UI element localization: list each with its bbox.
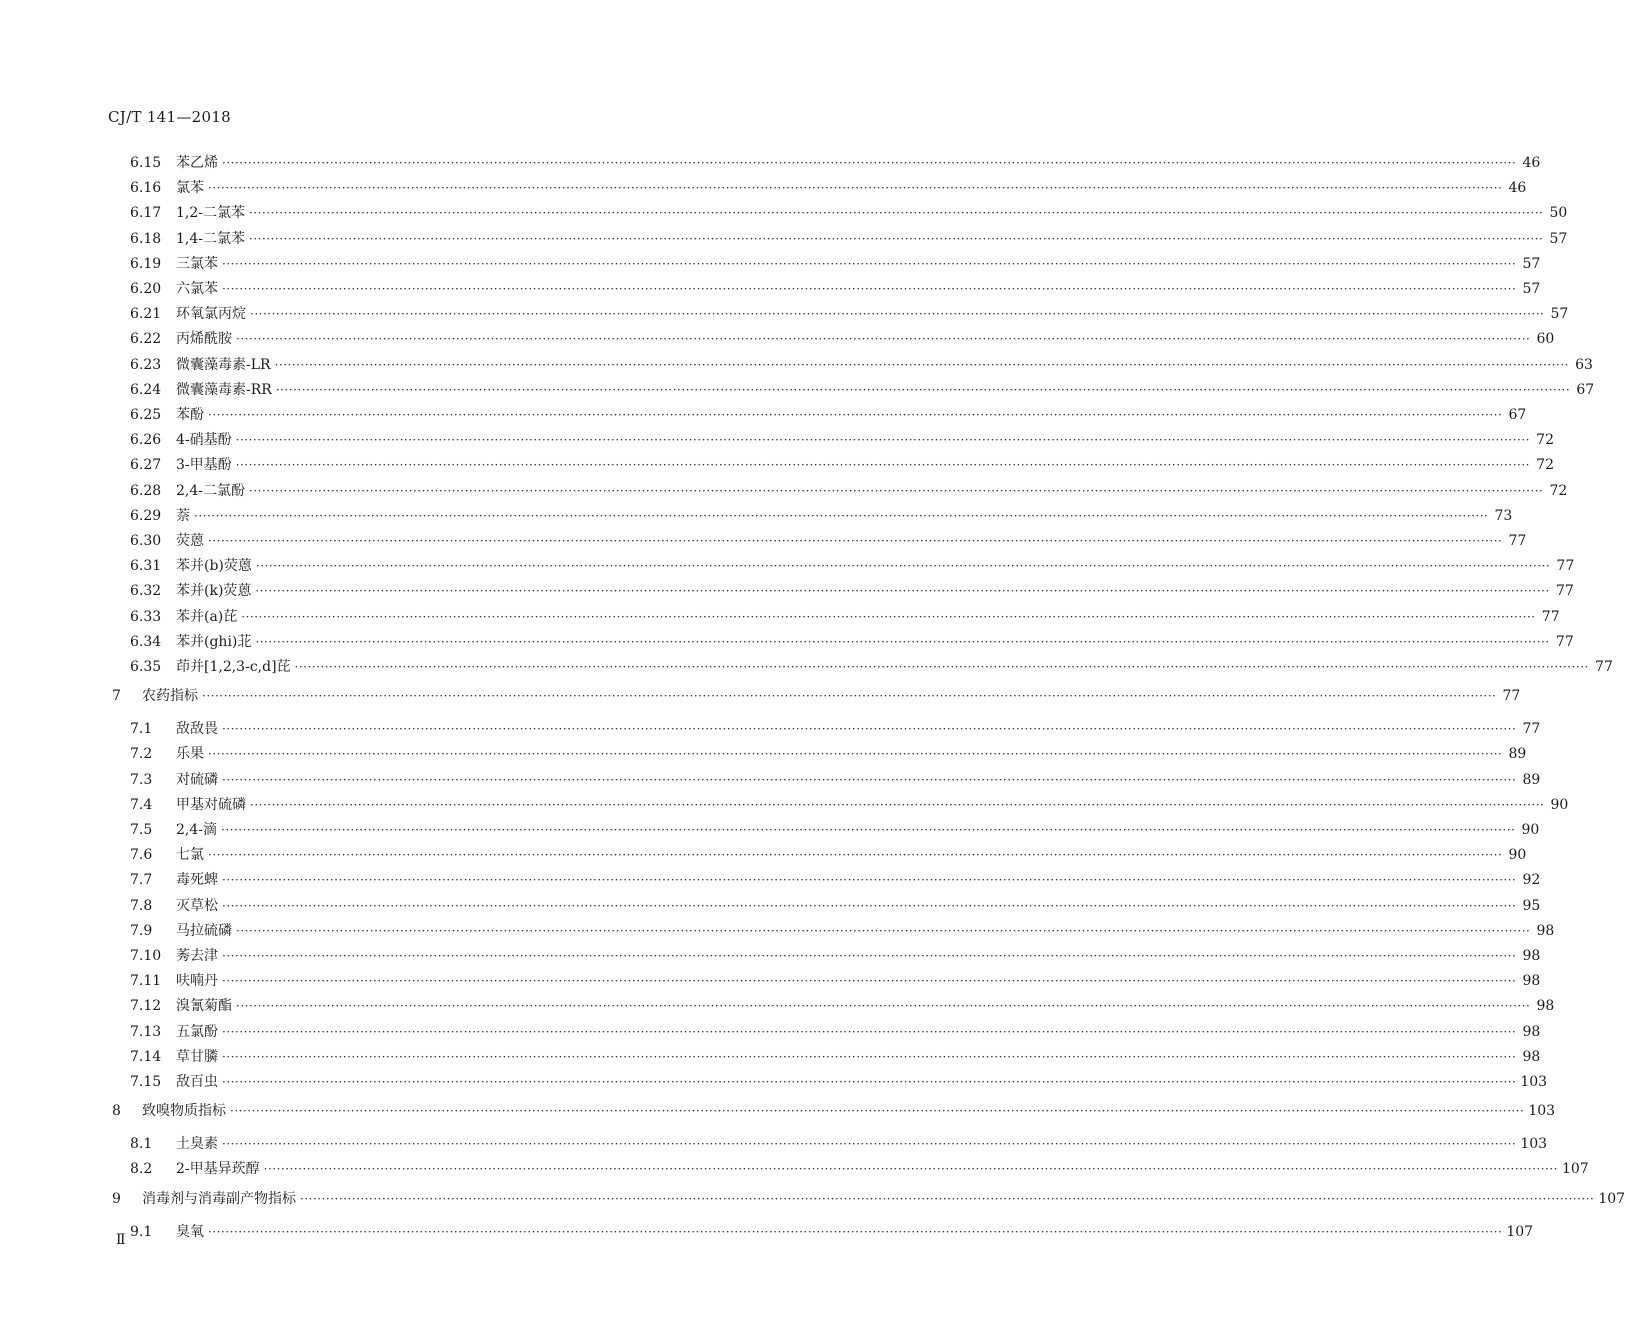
toc-entry-title: 2-甲基异莰醇 — [176, 1161, 260, 1178]
toc-entry[interactable] — [130, 530, 1527, 552]
dot-leader: ············································································································································································································································································································ — [274, 357, 1569, 372]
toc-entry[interactable] — [112, 1188, 1625, 1210]
toc-entry[interactable] — [130, 606, 1560, 628]
toc-entry[interactable] — [112, 685, 1521, 707]
toc-entry-title: 苯并(ghi)苝 — [176, 633, 252, 650]
toc-entry[interactable] — [130, 253, 1541, 275]
toc-entry-page: 72 — [1536, 457, 1554, 474]
toc-entry[interactable] — [130, 1021, 1541, 1043]
toc-entry-page: 98 — [1536, 998, 1555, 1015]
toc-entry[interactable] — [130, 1133, 1548, 1155]
toc-entry-number: 7.5 — [130, 822, 153, 838]
toc-entry-number: 7.2 — [130, 746, 153, 763]
dot-leader: ············································································································································································································································································································ — [222, 1049, 1517, 1064]
toc-entry[interactable] — [130, 920, 1555, 942]
dot-leader: ············································································································································································································································································································ — [208, 1224, 1503, 1239]
toc-entry-title: 微囊藻毒素-RR — [176, 381, 272, 398]
toc-entry-page: 63 — [1575, 356, 1593, 373]
toc-entry[interactable] — [130, 995, 1555, 1017]
toc-entry-page: 72 — [1549, 482, 1568, 499]
toc-entry-page: 89 — [1508, 746, 1527, 763]
toc-entry-page: 98 — [1536, 922, 1555, 939]
toc-entry-page: 90 — [1550, 796, 1569, 813]
toc-entry-number: 7 — [112, 688, 121, 705]
toc-entry-number: 6.28 — [130, 482, 162, 499]
dot-leader: ············································································································································································································································································································ — [294, 660, 1589, 674]
toc-entry-page: 60 — [1536, 331, 1555, 348]
dot-leader: ············································································································································································································································································································ — [249, 206, 1544, 221]
toc-entry-title: 乐果 — [176, 746, 204, 763]
toc-entry-number: 8.2 — [130, 1161, 153, 1178]
dot-leader: ············································································································································································································································································································ — [208, 408, 1503, 422]
toc-entry-number: 7.15 — [130, 1074, 162, 1090]
toc-entry-title: 马拉硫磷 — [176, 922, 232, 939]
dot-leader: ············································································································································································································································································································ — [250, 307, 1545, 322]
toc-entry-number: 7.11 — [130, 973, 162, 990]
toc-entry-title: 敌敌畏 — [176, 721, 218, 738]
toc-entry[interactable] — [130, 278, 1541, 300]
dot-leader: ············································································································································································································································································································ — [249, 483, 1544, 498]
toc-entry-page: 46 — [1508, 180, 1527, 197]
dot-leader: ············································································································································································································································································································ — [208, 747, 1503, 762]
toc-entry-number: 7.10 — [130, 948, 162, 964]
dot-leader: ············································································································································································································································································································ — [222, 256, 1517, 271]
toc-entry-page: 107 — [1561, 1161, 1589, 1178]
toc-entry-title: 3-甲基酚 — [176, 457, 232, 474]
toc-entry[interactable] — [130, 328, 1555, 350]
toc-entry-page: 90 — [1521, 822, 1540, 838]
toc-entry-title: 消毒剂与消毒副产物指标 — [142, 1190, 296, 1207]
toc-entry[interactable] — [130, 743, 1527, 765]
toc-entry-title: 敌百虫 — [176, 1074, 218, 1090]
dot-leader: ············································································································································································································································································································ — [249, 231, 1544, 246]
toc-entry-title: 2,4-滴 — [176, 822, 217, 838]
toc-entry[interactable] — [130, 354, 1593, 376]
dot-leader: ············································································································································································································································································································ — [222, 1137, 1517, 1152]
dot-leader: ············································································································································································································································································································ — [222, 949, 1517, 963]
toc-entry-number: 6.26 — [130, 432, 162, 449]
dot-leader: ············································································································································································································································································································ — [255, 559, 1551, 574]
toc-entry-title: 莠去津 — [176, 948, 218, 964]
toc-entry-number: 6.18 — [130, 230, 162, 247]
toc-entry-title: 农药指标 — [142, 688, 198, 705]
toc-entry[interactable] — [130, 379, 1595, 401]
toc-entry-number: 7.3 — [130, 771, 153, 788]
dot-leader: ············································································································································································································································································································ — [202, 689, 1497, 704]
dot-leader: ············································································································································································································································································································ — [222, 898, 1517, 913]
toc-entry-title: 溴氰菊酯 — [176, 998, 232, 1015]
toc-entry-page: 90 — [1508, 847, 1527, 864]
toc-entry-page: 103 — [1528, 1103, 1556, 1120]
toc-entry-page: 77 — [1502, 688, 1521, 705]
toc-entry-number: 8.1 — [130, 1136, 153, 1153]
toc-entry-page: 92 — [1522, 872, 1541, 889]
toc-entry-title: 七氯 — [176, 847, 204, 864]
toc-entry[interactable] — [130, 1221, 1534, 1243]
toc-entry[interactable] — [130, 945, 1541, 967]
dot-leader: ············································································································································································································································································································ — [221, 823, 1516, 837]
toc-entry-page: 77 — [1541, 608, 1560, 625]
toc-entry-title: 苯并(b)荧蒽 — [176, 558, 252, 575]
toc-entry-page: 73 — [1494, 507, 1513, 524]
toc-entry-title: 五氯酚 — [176, 1023, 218, 1040]
toc-entry[interactable] — [130, 819, 1540, 841]
toc-entry[interactable] — [130, 580, 1574, 602]
toc-entry-title: 三氯苯 — [176, 255, 218, 272]
dot-leader: ············································································································································································································································································································ — [222, 873, 1517, 888]
toc-entry-number: 7.8 — [130, 897, 153, 914]
toc-entry-number: 7.6 — [130, 847, 153, 864]
toc-entry-number: 6.15 — [130, 155, 162, 171]
toc-entry-page: 103 — [1520, 1136, 1548, 1153]
toc-entry[interactable] — [130, 228, 1568, 250]
toc-entry-page: 95 — [1522, 897, 1541, 914]
toc-entry-number: 6.25 — [130, 407, 162, 423]
toc-entry-page: 77 — [1508, 533, 1527, 549]
toc-entry-number: 8 — [112, 1103, 121, 1120]
dot-leader: ············································································································································································································································································································ — [222, 722, 1517, 737]
toc-entry[interactable] — [130, 895, 1541, 917]
toc-entry[interactable] — [130, 769, 1541, 791]
toc-entry-number: 9.1 — [130, 1223, 153, 1240]
toc-entry[interactable] — [130, 970, 1541, 992]
toc-entry-title: 苯并(a)芘 — [176, 608, 238, 625]
dot-leader: ············································································································································································································································································································ — [236, 999, 1531, 1014]
toc-entry[interactable] — [130, 202, 1568, 224]
toc-entry-page: 50 — [1549, 205, 1568, 222]
toc-entry[interactable] — [130, 1071, 1548, 1093]
toc-entry-title: 六氯苯 — [176, 281, 218, 297]
dot-leader: ············································································································································································································································································································ — [275, 382, 1571, 397]
toc-entry[interactable] — [130, 718, 1541, 740]
toc-entry-page: 89 — [1522, 771, 1541, 788]
toc-entry[interactable] — [130, 844, 1527, 866]
toc-entry-title: 环氧氯丙烷 — [176, 306, 246, 323]
toc-entry-number: 7.1 — [130, 721, 153, 738]
dot-leader: ············································································································································································································································································································ — [235, 433, 1530, 448]
toc-entry-title: 致嗅物质指标 — [142, 1103, 226, 1120]
dot-leader: ············································································································································································································································································································ — [250, 797, 1545, 812]
toc-entry-page: 98 — [1522, 973, 1541, 990]
toc-entry-page: 98 — [1522, 1023, 1541, 1040]
toc-entry[interactable] — [130, 454, 1554, 476]
toc-entry-title: 呋喃丹 — [176, 973, 218, 990]
toc-entry-number: 9 — [112, 1190, 121, 1207]
toc-entry-page: 77 — [1556, 558, 1575, 575]
toc-entry[interactable] — [130, 555, 1575, 577]
toc-entry-title: 苯并(k)荧蒽 — [176, 583, 252, 600]
toc-entry-number: 6.30 — [130, 533, 162, 549]
dot-leader: ············································································································································································································································································································ — [208, 848, 1503, 863]
dot-leader: ············································································································································································································································································································ — [222, 974, 1517, 989]
toc-entry-page: 77 — [1555, 583, 1574, 600]
toc-entry-title: 臭氧 — [176, 1223, 204, 1240]
toc-entry-page: 57 — [1550, 306, 1569, 323]
toc-entry[interactable] — [130, 177, 1527, 199]
toc-entry[interactable] — [112, 1100, 1556, 1122]
toc-entry-number: 6.17 — [130, 205, 162, 222]
toc-entry[interactable] — [130, 429, 1554, 451]
toc-entry-title: 氯苯 — [176, 180, 204, 197]
toc-entry-title: 毒死蜱 — [176, 872, 218, 889]
toc-entry-number: 7.13 — [130, 1023, 162, 1040]
toc-entry-number: 6.35 — [130, 659, 162, 675]
dot-leader: ············································································································································································································································································································ — [222, 1024, 1517, 1039]
toc-entry-title: 茚并[1,2,3-c,d]芘 — [176, 659, 291, 675]
toc-entry[interactable] — [130, 480, 1568, 502]
toc-entry-number: 7.12 — [130, 998, 162, 1015]
toc-entry[interactable] — [130, 505, 1513, 527]
toc-entry-title: 荧蒽 — [176, 533, 204, 549]
toc-entry-number: 6.33 — [130, 608, 162, 625]
toc-entry[interactable] — [130, 869, 1541, 891]
toc-entry-number: 6.21 — [130, 306, 162, 323]
toc-entry[interactable] — [130, 631, 1574, 653]
toc-entry[interactable] — [130, 152, 1541, 174]
toc-entry-number: 6.32 — [130, 583, 162, 600]
toc-entry-number: 6.19 — [130, 255, 162, 272]
dot-leader: ············································································································································································································································································································ — [241, 609, 1536, 624]
toc-entry-title: 灭草松 — [176, 897, 218, 914]
toc-entry-title: 丙烯酰胺 — [176, 331, 232, 348]
toc-entry-page: 67 — [1576, 381, 1595, 398]
toc-entry[interactable] — [130, 1046, 1541, 1068]
toc-entry-page: 72 — [1536, 432, 1554, 449]
toc-entry-number: 6.31 — [130, 558, 162, 575]
toc-entry-number: 6.29 — [130, 507, 162, 524]
dot-leader: ············································································································································································································································································································ — [235, 458, 1530, 473]
toc-entry-title: 微囊藻毒素-LR — [176, 356, 271, 373]
toc-entry-page: 77 — [1522, 721, 1541, 738]
dot-leader: ············································································································································································································································································································ — [255, 634, 1550, 649]
dot-leader: ············································································································································································································································································································ — [222, 772, 1517, 787]
toc-entry-page: 57 — [1522, 281, 1541, 297]
toc-entry-title: 4-硝基酚 — [176, 432, 232, 449]
dot-leader: ············································································································································································································································································································ — [194, 508, 1489, 523]
toc-entry[interactable] — [130, 656, 1613, 678]
toc-entry-number: 7.14 — [130, 1048, 162, 1065]
toc-entry-page: 67 — [1508, 407, 1527, 423]
dot-leader: ············································································································································································································································································································ — [208, 181, 1503, 196]
dot-leader: ············································································································································································································································································································ — [230, 1104, 1525, 1119]
toc-entry-page: 107 — [1506, 1223, 1534, 1240]
toc-entry-page: 57 — [1522, 255, 1541, 272]
toc-entry[interactable] — [130, 404, 1527, 426]
toc-entry-page: 103 — [1520, 1074, 1548, 1090]
document-code: CJ/T 141—2018 — [108, 108, 232, 126]
toc-entry-page: 98 — [1522, 1048, 1541, 1065]
dot-leader: ············································································································································································································································································································ — [255, 584, 1550, 599]
toc-entry-page: 77 — [1555, 633, 1574, 650]
toc-entry-title: 苯酚 — [176, 407, 204, 423]
toc-entry-number: 7.7 — [130, 872, 153, 889]
toc-entry-number: 6.34 — [130, 633, 162, 650]
toc-entry-number: 6.24 — [130, 381, 162, 398]
dot-leader: ············································································································································································································································································································ — [263, 1162, 1558, 1177]
toc-entry-number: 7.4 — [130, 796, 153, 813]
toc-entry-number: 6.27 — [130, 457, 162, 474]
toc-entry-number: 6.23 — [130, 356, 162, 373]
toc-entry-title: 1,2-二氯苯 — [176, 205, 245, 222]
page-number-roman: Ⅱ — [116, 1232, 126, 1248]
dot-leader: ············································································································································································································································································································ — [222, 156, 1517, 170]
toc-entry-title: 1,4-二氯苯 — [176, 230, 245, 247]
toc-entry-title: 2,4-二氯酚 — [176, 482, 245, 499]
dot-leader: ············································································································································································································································································································ — [300, 1191, 1595, 1206]
toc-entry-title: 草甘膦 — [176, 1048, 218, 1065]
dot-leader: ············································································································································································································································································································ — [236, 332, 1531, 347]
toc-entry-number: 6.20 — [130, 281, 162, 297]
toc-entry-page: 107 — [1598, 1190, 1625, 1207]
toc-entry-number: 6.16 — [130, 180, 162, 197]
toc-entry[interactable] — [130, 303, 1569, 325]
dot-leader: ············································································································································································································································································································ — [208, 534, 1503, 548]
toc-entry-title: 苯乙烯 — [176, 155, 218, 171]
dot-leader: ············································································································································································································································································································ — [222, 282, 1517, 296]
toc-entry-title: 萘 — [176, 507, 190, 524]
toc-entry-number: 6.22 — [130, 331, 162, 348]
toc-entry-title: 土臭素 — [176, 1136, 218, 1153]
toc-entry-title: 对硫磷 — [176, 771, 218, 788]
toc-entry-number: 7.9 — [130, 922, 153, 939]
dot-leader: ············································································································································································································································································································ — [222, 1075, 1517, 1089]
toc-entry-page: 57 — [1549, 230, 1568, 247]
toc-entry[interactable] — [130, 794, 1569, 816]
toc-entry[interactable] — [130, 1158, 1589, 1180]
toc-entry-page: 98 — [1522, 948, 1541, 964]
toc-entry-title: 甲基对硫磷 — [176, 796, 246, 813]
toc-entry-page: 46 — [1522, 155, 1541, 171]
dot-leader: ············································································································································································································································································································ — [236, 923, 1531, 938]
toc-entry-page: 77 — [1595, 659, 1613, 675]
